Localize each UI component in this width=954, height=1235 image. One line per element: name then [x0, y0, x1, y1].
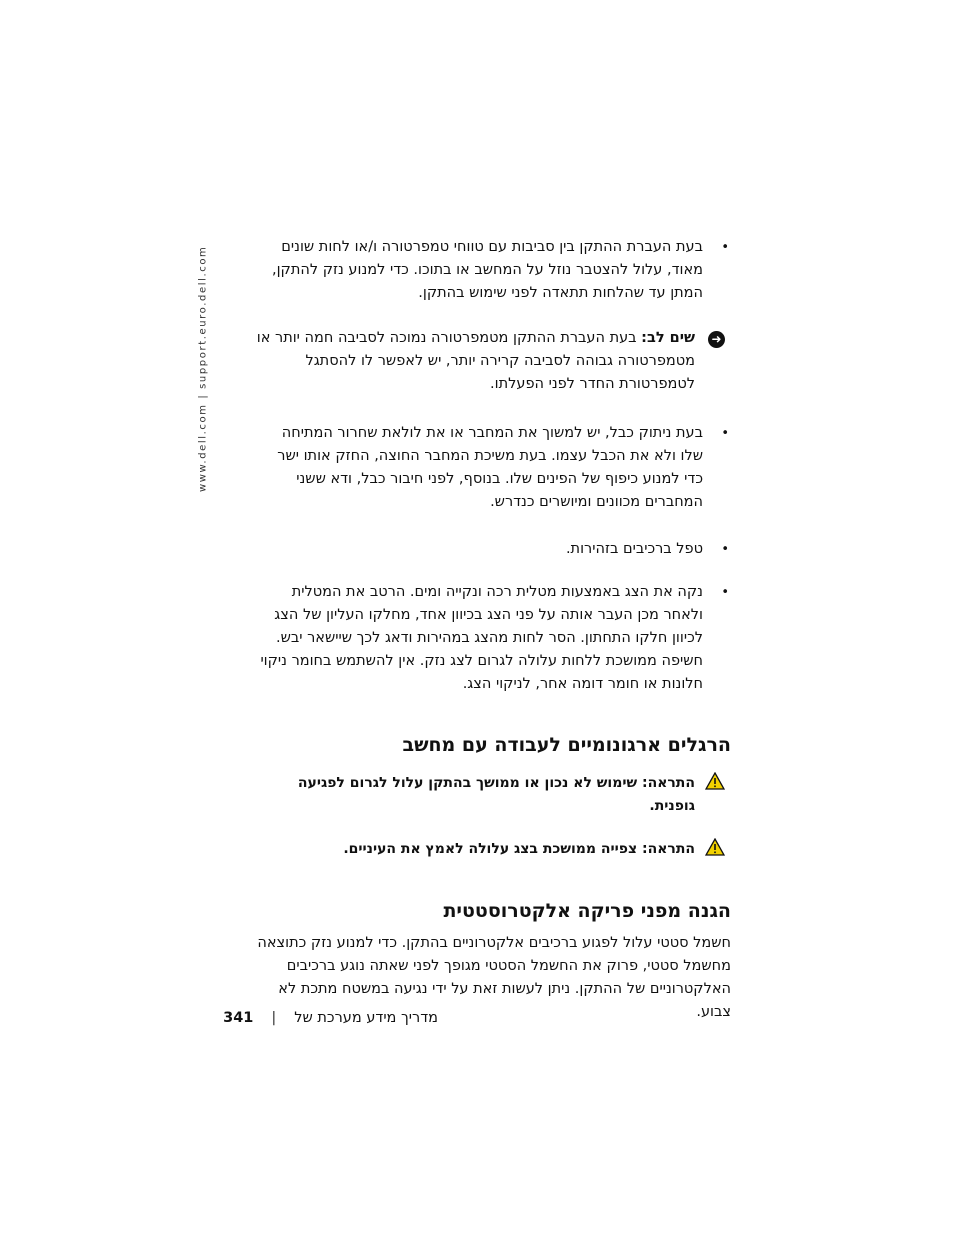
note-arrow-icon: ➜ — [708, 331, 725, 348]
page-content — [256, 236, 731, 1024]
side-url: www.dell.com | support.euro.dell.com — [197, 245, 209, 493]
note-text: בעת העברת ההתקן מטמפרטורה נמוכה לסביבה חמה יותר או מטמפרטורה גבוהה לסביבה קרירה יותר, יש לאפשר לו להסתגל לטמפרטורת החדר לפני הפעלתו. — [256, 330, 695, 392]
warning-injury — [256, 772, 731, 818]
warning-eyes-text: התראה: צפייה ממושכת בצג עלולה לאמץ את העיניים. — [343, 841, 695, 857]
bullet-components: • טפל ברכיבים בזהירות. — [256, 538, 731, 561]
bullet-clean-screen: • נקה את הצג באמצעות מטלית רכה ונקייה ומים. הרטב את המטלית ולאחר מכן העבר אותה על פני הצג בכיוון אחד, מחלקו העליון של הצג לכיוון חלקו התחתון. הסר לחות מהצג במהירות ודאג לכך שיישאר יבש. חשיפה ממושכת ללחות עלולה לגרום לצג נזק. אין להשתמש בחומר ניקוי חלונות או חומר דומה אחר, לניקוי הצג. — [256, 581, 731, 696]
esd-paragraph: חשמל סטטי עלול לפגוע ברכיבים אלקטרוניים בהתקן. כדי למנוע נזק כתוצאה מחשמל סטטי, פרוק את החשמל הסטטי מגופך לפני שאתה נוגע ברכיבים האלקטרוניים של ההתקן. ניתן לעשות זאת על ידי נגיעה במשטח מתכת לא צבוע. — [257, 935, 731, 1020]
page-footer — [200, 1010, 438, 1026]
footer-separator: | — [271, 1010, 277, 1026]
note-label: שים לב: — [641, 330, 695, 346]
heading-ergonomics: הרגלים ארגונומיים לעבודה עם מחשב — [402, 734, 731, 756]
bullet-humidity: • בעת העברת ההתקן בין סביבות עם טווחי טמפרטורה ו/או לחות שונים מאוד, עלול להצטבר נוזל על המחשב או בתוכו. כדי למנוע נזק להתקן, המתן עד שהלחות תתאדה לפני שימוש בהתקן. — [256, 236, 731, 305]
warning-injury-text: התראה: שימוש לא נכון או ממושך בהתקן עלול לגרום לפגיעה גופנית. — [297, 775, 695, 814]
warning-eyes — [256, 838, 731, 861]
page-number: 341 — [223, 1010, 254, 1026]
note-block — [256, 327, 731, 396]
footer-title: מדריך מידע מערכת של — [294, 1010, 438, 1026]
bullet-cable: • בעת ניתוק כבל, יש למשוך את המחבר או את לולאת שחרור המתיחה שלו ולא את הכבל עצמו. בעת משיכת המחבר החוצה, החזק אותו ישר כדי למנוע כיפוף של הפינים שלו. בנוסף, לפני חיבור כבל, ודא ששני המחברים מכוונים ומיושרים כנדרש. — [256, 422, 731, 514]
warning-triangle-icon — [705, 772, 725, 790]
warning-triangle-icon — [705, 838, 725, 856]
heading-esd: הגנה מפני פריקה אלקטרוסטטית — [443, 900, 731, 922]
